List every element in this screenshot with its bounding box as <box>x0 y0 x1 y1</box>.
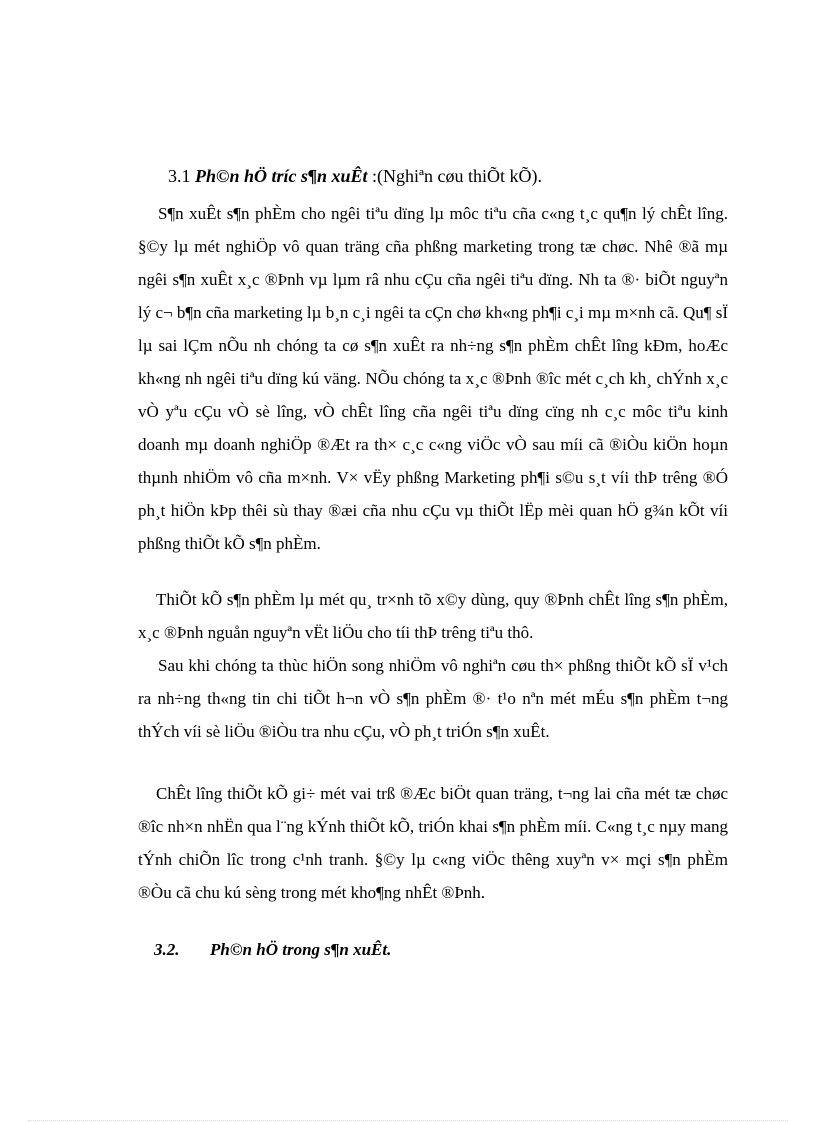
body-paragraph: S¶n xuÊt s¶n phÈm cho ngêi tiªu dïng lµ môc tiªu cña c«ng t¸c qu¶n lý chÊt lîng. §©y lµ mét nghiÖp vô quan träng cña phßng marketing trong tæ chøc. Nhê ®ã mµ ngêi s¶n xuÊt x¸c ®Þnh vµ lµm râ nhu cÇu cña ngêi tiªu dïng. Nh ta ®· biÕt nguyªn lý c¬ b¶n cña marketing lµ b¸n c¸i ngêi ta cÇn chø kh«ng ph¶i c¸i mµ m×nh cã. Qu¶ sÏ lµ sai lÇm nÕu nh chóng ta cø s¶n xuÊt ra nh÷ng s¶n phÈm chÊt lîng kÐm, hoÆc kh«ng nh ngêi tiªu dïng kú väng. NÕu chóng ta x¸c ®Þnh ®îc mét c¸ch kh¸ chÝnh x¸c vÒ yªu cÇu vÒ sè lîng, vÒ chÊt lîng cña ngêi tiªu dïng cïng nh c¸c môc tiªu kinh doanh mµ doanh nghiÖp ®Æt ra th× c¸c c«ng viÖc vÒ sau míi cã ®iÒu kiÖn hoµn thµnh nhiÖm vô cña m×nh. V× vËy phßng Marketing ph¶i s©u s¸t víi thÞ trêng ®Ó ph¸t hiÖn kÞp thêi sù thay ®æi cña nhu cÇu vµ thiÕt lËp mèi quan hÖ g¾n kÕt víi phßng thiÕt kÕ s¶n phÈm. <box>138 204 728 553</box>
body-paragraph: ThiÕt kÕ s¶n phÈm lµ mét qu¸ tr×nh tõ x©y dùng, quy ®Þnh chÊt lîng s¶n phÈm, x¸c ®Þnh nguån nguyªn vËt liÖu cho tíi thÞ trêng tiªu thô. <box>138 590 728 642</box>
section-heading-3-1 <box>168 166 542 187</box>
section-heading-3-2 <box>154 940 391 960</box>
section-title: Ph©n hÖ trong s¶n xuÊt. <box>210 940 392 959</box>
section-number: 3.1 <box>168 166 191 186</box>
section-subtitle: :(Nghiªn cøu thiÕt kÕ). <box>367 166 542 186</box>
body-paragraph: Sau khi chóng ta thùc hiÖn song nhiÖm vô nghiªn cøu th× phßng thiÕt kÕ sÏ v¹ch ra nh÷ng th«ng tin chi tiÕt h¬n vÒ s¶n phÈm ®· t¹o nªn mét mÉu s¶n phÈm t¬ng thÝch víi sè liÖu ®iÒu tra nhu cÇu, vÒ ph¸t triÓn s¶n xuÊt. <box>138 656 728 741</box>
page-footer-divider <box>28 1120 788 1121</box>
body-paragraph: ChÊt lîng thiÕt kÕ gi÷ mét vai trß ®Æc biÖt quan träng, t¬ng lai cña mét tæ chøc ®îc nh×n nhËn qua l¨ng kÝnh thiÕt kÕ, triÓn khai s¶n phÈm míi. C«ng t¸c nµy mang tÝnh chiÕn lîc trong c¹nh tranh. §©y lµ c«ng viÖc thêng xuyªn v× mçi s¶n phÈm ®Òu cã chu kú sèng trong mét kho¶ng nhÊt ®Þnh. <box>138 784 728 902</box>
section-number: 3.2. <box>154 940 180 959</box>
section-title: Ph©n hÖ tríc s¶n xuÊt <box>195 166 368 186</box>
